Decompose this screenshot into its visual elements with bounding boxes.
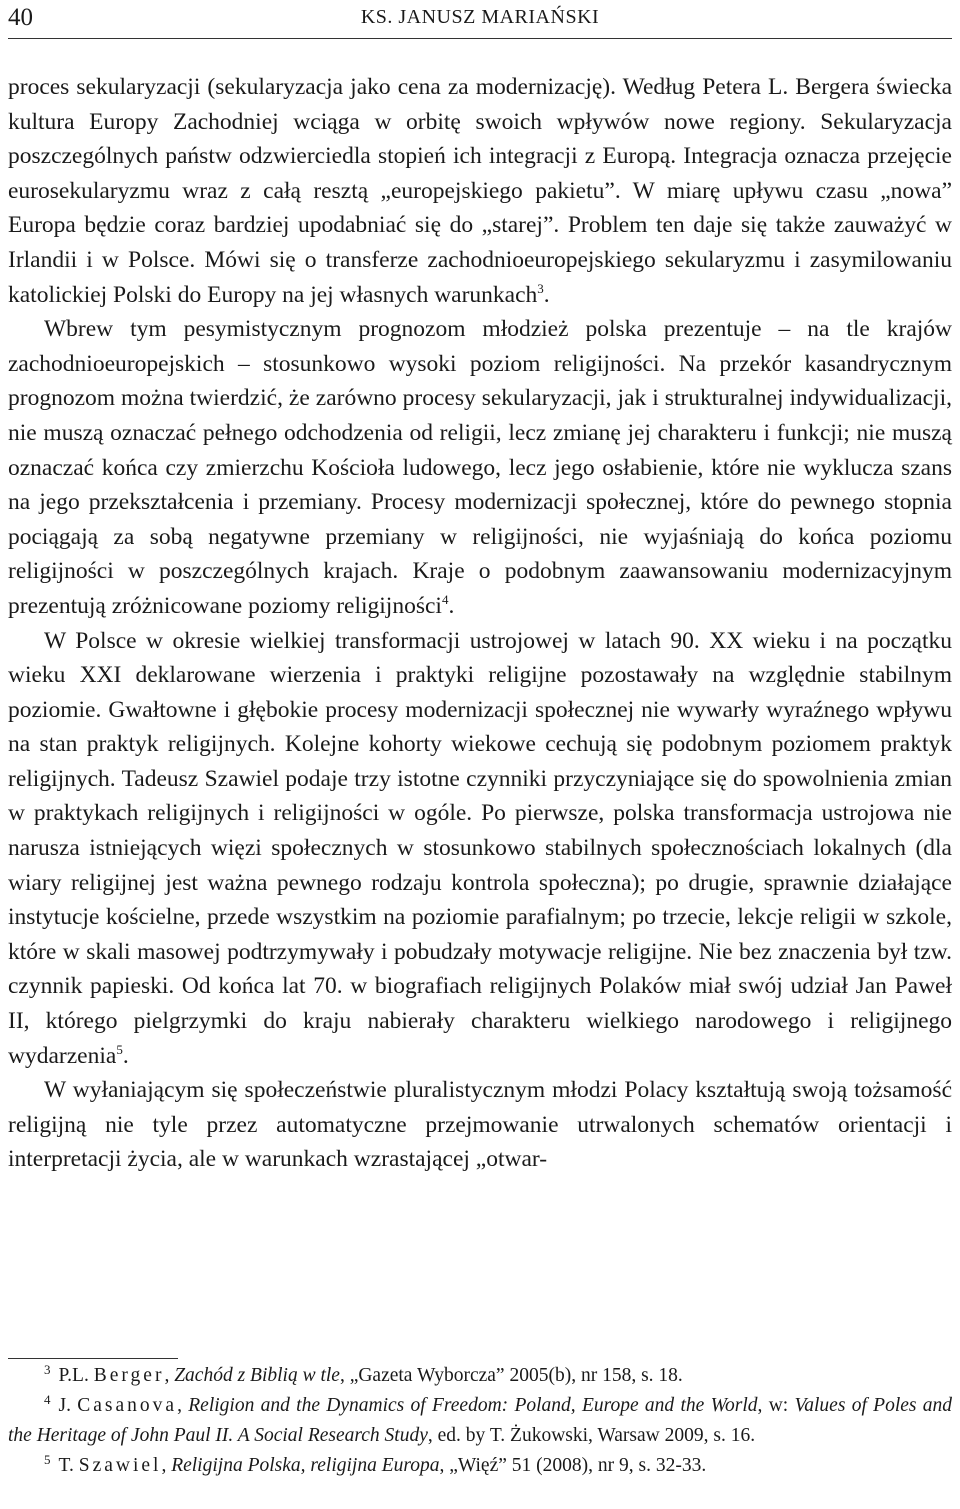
footnote-ref-4[interactable]: 4 — [441, 592, 449, 608]
paragraph-2-end: . — [448, 592, 455, 619]
running-head: KS. JANUSZ MARIAŃSKI — [360, 6, 600, 28]
footnote-mark: 4 — [44, 1391, 51, 1407]
footnote-title: Religijna Polska, religijna Europa — [171, 1455, 440, 1476]
paragraph-2 — [8, 312, 952, 623]
footnote-sep: , — [177, 1395, 189, 1416]
paragraph-1-end: . — [543, 281, 550, 308]
paragraph-1-text: proces sekularyzacji (sekularyzacja jako cena za modernizację). Według Petera L. Bergera świecka kultura Europy Zachodniej wciąga w orbitę swoich wpływów nowe regiony. Sekularyzacja poszczególnych państw odzwierciedla stopień ich integracji z Europą. Integracja oznacza przejęcie eurosekularyzmu wraz z całą resztą „europejskiego pakietu”. W miarę upływu czasu „nowa” Europa będzie coraz bardziej upodabniać się do „starej”. Problem ten daje się także zauważyć w Irlandii i w Polsce. Mówi się o transferze zachodnioeuropejskiego sekularyzmu i zasymilowaniu katolickiej Polski do Europy na jej własnych warunkach — [8, 74, 952, 308]
footnote-author-initials: P.L. — [58, 1365, 94, 1386]
paragraph-4: W wyłaniającym się społeczeństwie pluralistycznym młodzi Polacy kształtują swoją tożsamość religijną nie tyle przez automatyczne przejmowanie utrwalonych schematów orientacji i interpretacji życia, ale w warunkach wzrastającej „otwar- — [8, 1077, 952, 1173]
footnote-ref-3[interactable]: 3 — [537, 280, 544, 296]
paragraph-3 — [8, 624, 952, 1074]
footnote-details: , „Gazeta Wyborcza” 2005(b), nr 158, s. 18. — [339, 1365, 683, 1386]
footnote-sep: , — [164, 1365, 175, 1386]
footnote-5 — [8, 1451, 952, 1481]
footnote-title: Religion and the Dynamics of Freedom: Poland, Europe and the World — [188, 1395, 758, 1416]
footnotes — [8, 1361, 952, 1481]
footnote-mark: 5 — [44, 1451, 51, 1467]
footnote-author: Casanova — [77, 1395, 178, 1416]
footnote-4 — [8, 1391, 952, 1451]
footnote-author: Szawiel — [78, 1455, 162, 1476]
footnote-in: , w: — [757, 1395, 795, 1416]
header-rule — [8, 38, 952, 39]
page-header — [8, 0, 952, 38]
footnote-author-initials: J. — [58, 1395, 78, 1416]
body-text — [8, 70, 952, 1177]
paragraph-2-text: Wbrew tym pesymistycznym prognozom młodzież polska prezentuje – na tle krajów zachodnioeuropejskich – stosunkowo wysoki poziom religijności. Na przekór kasandrycznym prognozom można twierdzić, że zarówno procesy sekularyzacji, jak i strukturalnej indywidualizacji, nie muszą oznaczać pełnego odchodzenia od religii, lecz zmianę jej charakteru i funkcji; nie muszą oznaczać końca czy zmierzchu Kościoła ludowego, lecz jego osłabienie, które nie wyklucza szans na jego przekształcenia i przemiany. Procesy modernizacji społecznej, które do pewnego stopnia pociągają za sobą negatywne przemiany w religijności, nie wyjaśniają do końca poziomu religijności w poszczególnych krajach. Kraje o podobnym zaawansowaniu modernizacyjnym prezentują zróżnicowane poziomy religijności — [8, 316, 952, 619]
footnote-book-title: Values of Poles and the Heritage of John Paul II. A Social Research Study — [8, 1395, 953, 1446]
paragraph-1 — [8, 70, 952, 312]
footnote-rule — [8, 1358, 178, 1359]
paragraph-3-text: W Polsce w okresie wielkiej transformacji ustrojowej w latach 90. XX wieku i na początku wieku XXI deklarowane wierzenia i praktyki religijne pozostawały na względnie stabilnym poziomie. Gwałtowne i głębokie procesy modernizacji społecznej nie wywarły wyraźnego wpływu na stan praktyk religijnych. Kolejne kohorty wiekowe cechują się podobnym poziomem praktyk religijnych. Tadeusz Szawiel podaje trzy istotne czynniki przyczyniające się do spowolnienia zmian w praktykach religijnych i religijności w ogóle. Po pierwsze, polska transformacja ustrojowa nie narusza istniejących więzi społecznych w stosunkowo stabilnych społecznościach lokalnych (dla wiary religijnej jest ważna pewnego rodzaju kontrola społeczna); po drugie, sprawnie działające instytucje kościelne, przede wszystkim na poziomie parafialnym; po trzecie, lekcje religii w szkole, które w skali masowej podtrzymywały i pobudzały motywacje religijne. Nie bez znaczenia był tzw. czynnik papieski. Od końca lat 70. w biografiach religijnych Polaków miał swój udział Jan Paweł II, którego pielgrzymki do kraju nabierały charakteru wielkiego narodowego i religijnego wydarzenia — [8, 627, 952, 1069]
footnote-sep: , — [161, 1455, 172, 1476]
footnote-mark: 3 — [44, 1361, 51, 1377]
footnote-details: , ed. by T. Żukowski, Warsaw 2009, s. 16. — [427, 1425, 756, 1446]
footnote-author: Berger — [93, 1365, 165, 1386]
footnote-3 — [8, 1361, 952, 1391]
footnote-details: , „Więź” 51 (2008), nr 9, s. 32-33. — [439, 1455, 707, 1476]
footnote-title: Zachód z Biblią w tle — [174, 1365, 340, 1386]
page-number: 40 — [8, 4, 33, 31]
paragraph-3-end: . — [122, 1042, 129, 1069]
footnote-author-initials: T. — [58, 1455, 79, 1476]
footnote-ref-5[interactable]: 5 — [116, 1041, 123, 1057]
